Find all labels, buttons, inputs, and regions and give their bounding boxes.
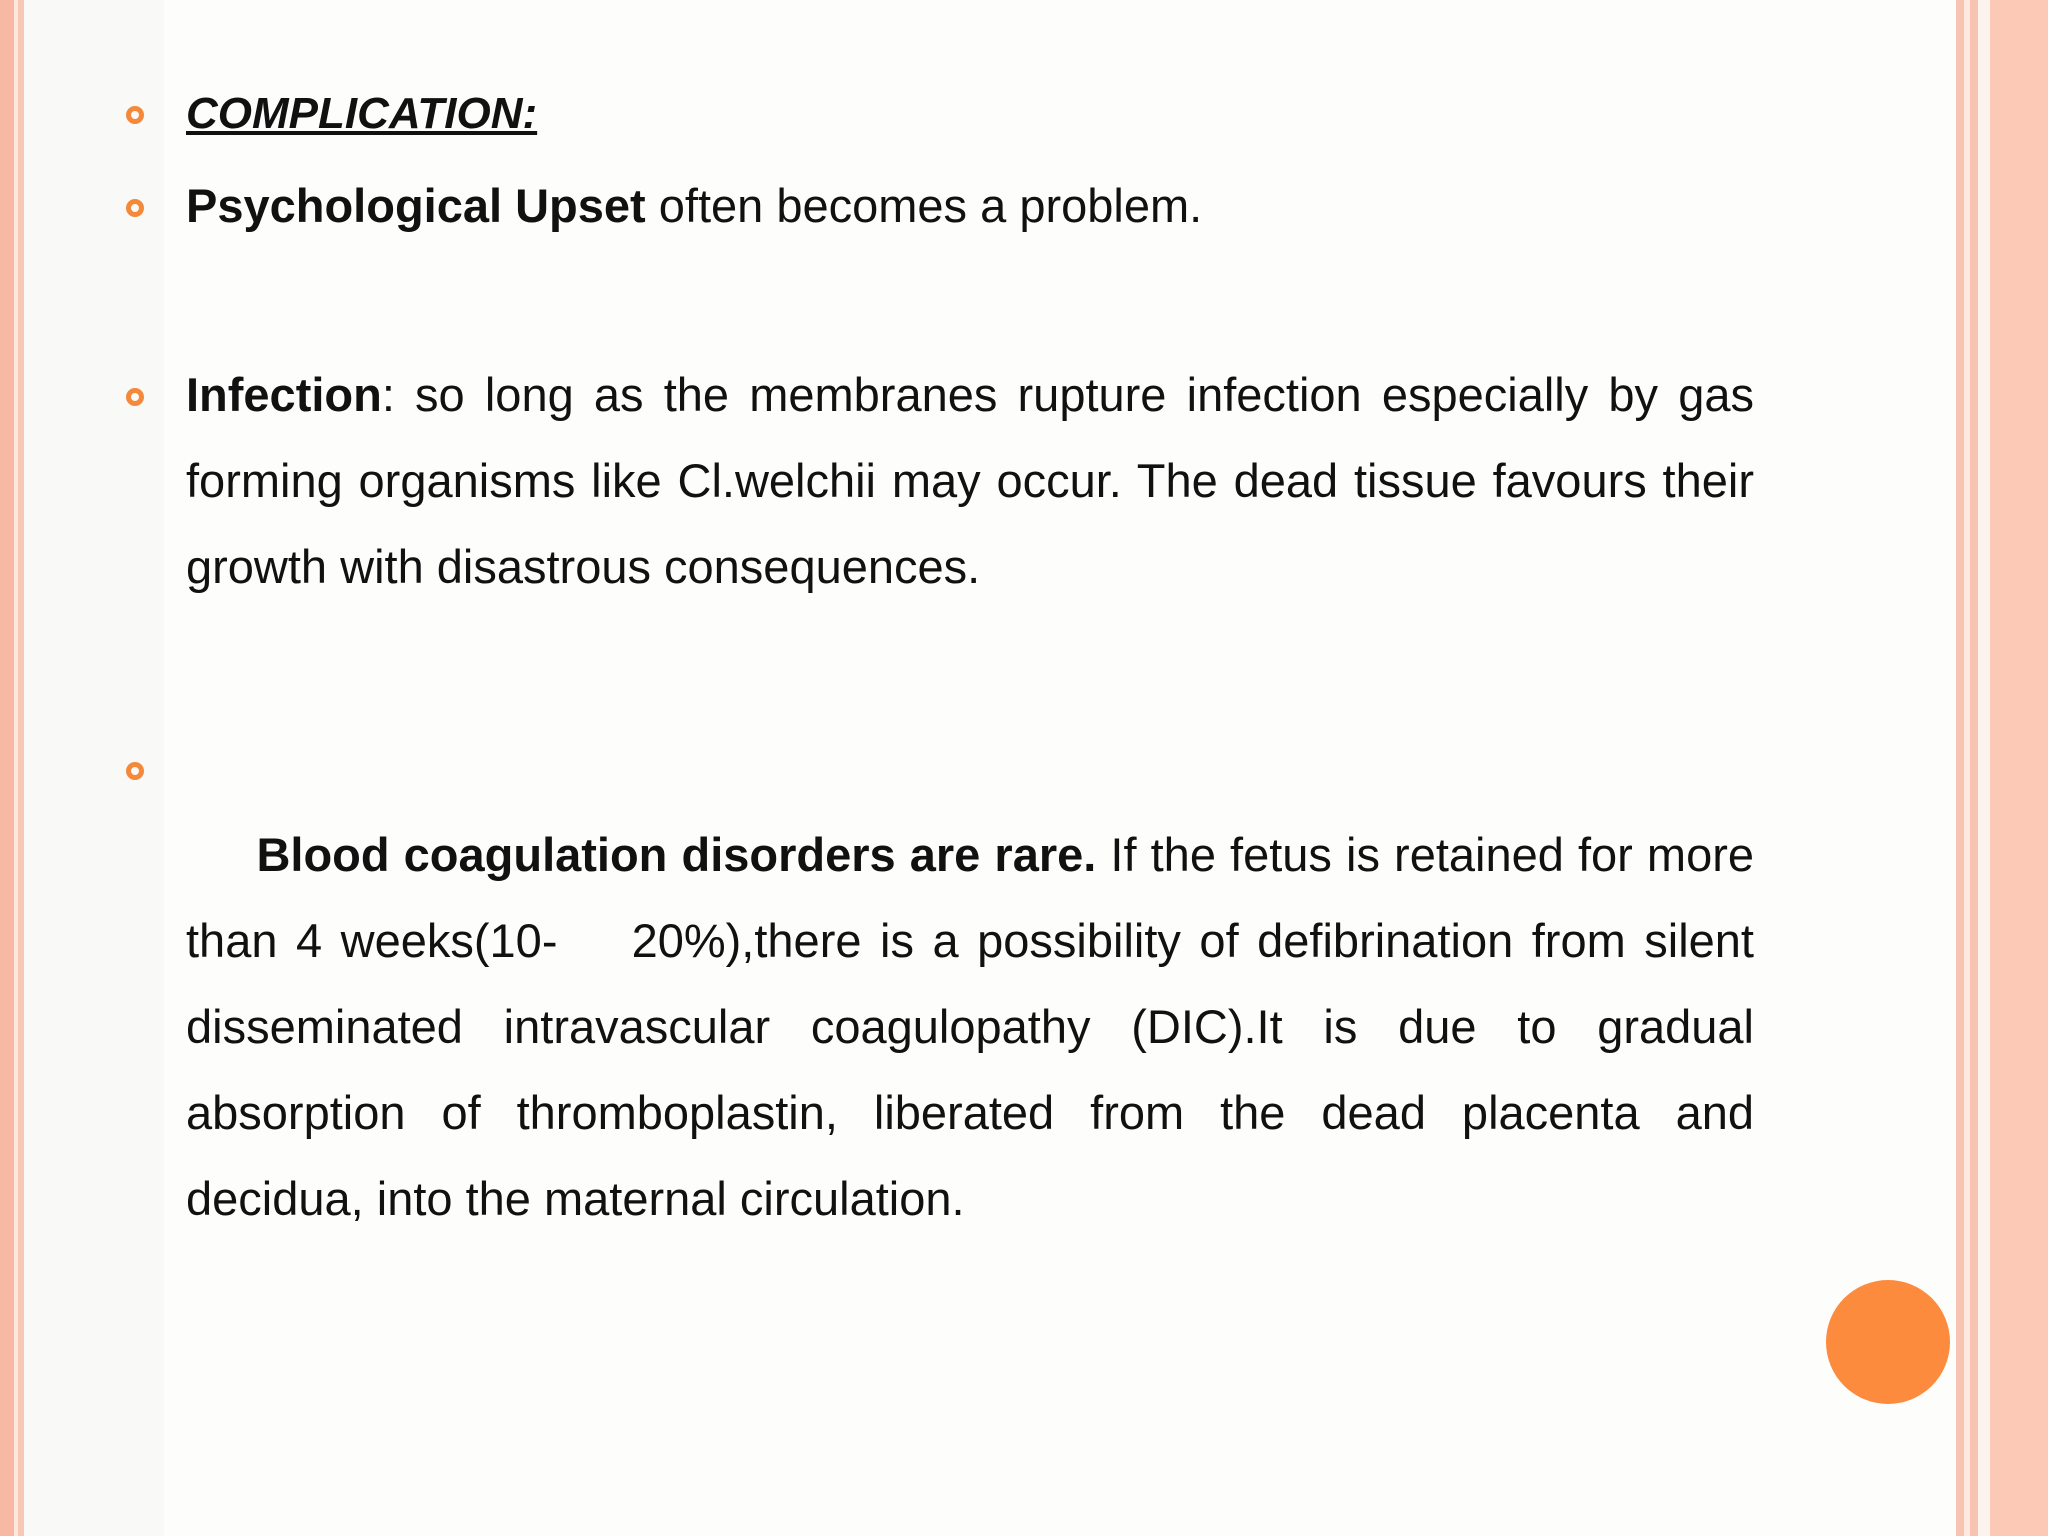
bullet-icon bbox=[126, 762, 144, 780]
bullet-item-psychological bbox=[124, 172, 1754, 240]
item-lead: Blood coagulation disorders are rare. bbox=[242, 828, 1097, 881]
right-border-stripe bbox=[1970, 0, 1978, 1536]
slide-heading-item bbox=[124, 80, 1754, 148]
right-border-stripe bbox=[1978, 0, 1990, 1536]
right-border-stripe bbox=[1990, 0, 2048, 1536]
left-border-stripe bbox=[0, 0, 14, 1536]
item-text: : so long as the membranes rupture infection especially by gas forming organisms like Cl.welchii may occur. The dead tissue favours their growth with disastrous consequences. bbox=[186, 368, 1754, 593]
slide-heading: COMPLICATION: bbox=[186, 89, 538, 138]
right-border-stripe bbox=[1956, 0, 1964, 1536]
item-lead: Infection bbox=[186, 368, 382, 421]
item-text: If the fetus is retained for more than 4 weeks(10- 20%),there is a possibility of defibrination from silent disseminated intravascular coagulopathy (DIC).It is due to gradual absorption of thromboplastin, liberated from the dead placenta and decidua, into the maternal circulation. bbox=[186, 828, 1768, 1225]
orange-circle-decoration bbox=[1826, 1280, 1950, 1404]
item-lead: Psychological Upset bbox=[186, 179, 646, 232]
bullet-item-blood-coagulation bbox=[124, 726, 1768, 1328]
item-text: often becomes a problem. bbox=[645, 179, 1203, 232]
bullet-item-infection bbox=[124, 352, 1754, 610]
bullet-icon bbox=[126, 199, 144, 217]
slide-content bbox=[124, 80, 1768, 1328]
bullet-icon bbox=[126, 388, 144, 406]
bullet-icon bbox=[126, 106, 144, 124]
